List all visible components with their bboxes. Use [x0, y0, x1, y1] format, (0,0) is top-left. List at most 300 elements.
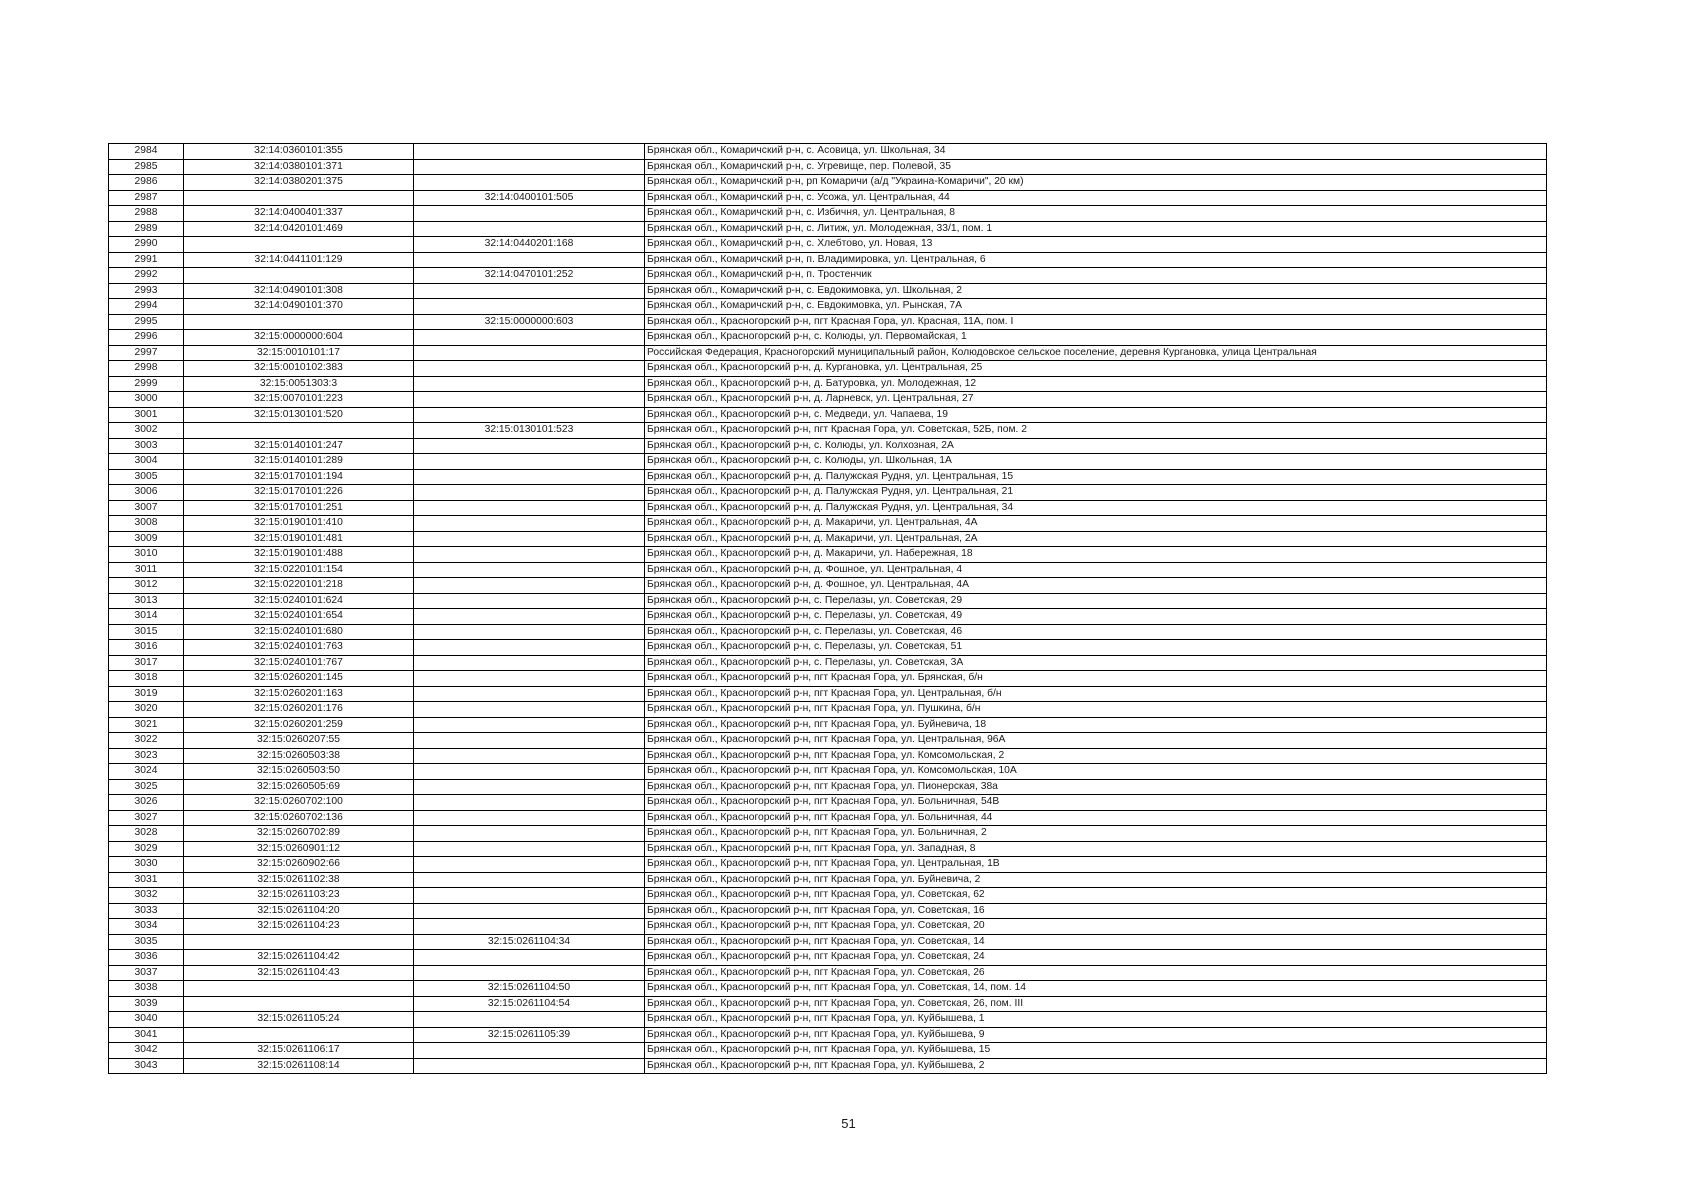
row-number-cell: 2989	[109, 221, 184, 237]
address-cell: Брянская обл., Комаричский р-н, рп Комаричи (а/д "Украина-Комаричи", 20 км)	[645, 175, 1547, 191]
cadastral-number-cell: 32:15:0260201:176	[184, 702, 414, 718]
table-row	[109, 702, 1547, 718]
cadastral-number-cell: 32:15:0260902:66	[184, 857, 414, 873]
address-cell: Брянская обл., Красногорский р-н, пгт Красная Гора, ул. Больничная, 54В	[645, 795, 1547, 811]
cadastral-number-cell	[184, 237, 414, 253]
row-number-cell: 3010	[109, 547, 184, 563]
address-cell: Брянская обл., Красногорский р-н, пгт Красная Гора, ул. Куйбышева, 15	[645, 1043, 1547, 1059]
cadastral-number-cell: 32:14:0490101:308	[184, 283, 414, 299]
cadastral-number-cell: 32:15:0240101:624	[184, 593, 414, 609]
cadastral-number-cell: 32:15:0261105:24	[184, 1012, 414, 1028]
cadastral-number-alt-cell	[414, 950, 645, 966]
cadastral-number-cell: 32:15:0140101:247	[184, 438, 414, 454]
table-row	[109, 547, 1547, 563]
table-body	[109, 144, 1547, 1074]
table-row	[109, 531, 1547, 547]
cadastral-number-alt-cell	[414, 531, 645, 547]
cadastral-number-alt-cell: 32:15:0261104:50	[414, 981, 645, 997]
cadastral-number-cell: 32:15:0261104:42	[184, 950, 414, 966]
table-row	[109, 237, 1547, 253]
row-number-cell: 3022	[109, 733, 184, 749]
cadastral-number-alt-cell	[414, 175, 645, 191]
address-cell: Брянская обл., Красногорский р-н, д. Фошное, ул. Центральная, 4А	[645, 578, 1547, 594]
address-cell: Брянская обл., Красногорский р-н, пгт Красная Гора, ул. Советская, 16	[645, 903, 1547, 919]
address-cell: Брянская обл., Красногорский р-н, пгт Красная Гора, ул. Буйневича, 18	[645, 717, 1547, 733]
table-row	[109, 717, 1547, 733]
row-number-cell: 2996	[109, 330, 184, 346]
cadastral-number-cell: 32:15:0261104:43	[184, 965, 414, 981]
address-cell: Брянская обл., Красногорский р-н, пгт Красная Гора, ул. Комсомольская, 10А	[645, 764, 1547, 780]
cadastral-number-alt-cell	[414, 624, 645, 640]
cadastral-number-cell: 32:15:0190101:410	[184, 516, 414, 532]
cadastral-number-alt-cell	[414, 1058, 645, 1074]
table-row	[109, 981, 1547, 997]
table-row	[109, 469, 1547, 485]
table-row	[109, 686, 1547, 702]
cadastral-number-alt-cell	[414, 516, 645, 532]
row-number-cell: 3000	[109, 392, 184, 408]
cadastral-number-alt-cell	[414, 655, 645, 671]
cadastral-number-alt-cell	[414, 345, 645, 361]
cadastral-number-cell: 32:14:0380201:375	[184, 175, 414, 191]
cadastral-number-alt-cell	[414, 733, 645, 749]
row-number-cell: 2995	[109, 314, 184, 330]
cadastral-number-alt-cell	[414, 221, 645, 237]
row-number-cell: 2988	[109, 206, 184, 222]
address-cell: Брянская обл., Красногорский р-н, пгт Красная Гора, ул. Центральная, б/н	[645, 686, 1547, 702]
cadastral-number-cell	[184, 190, 414, 206]
cadastral-number-cell: 32:15:0220101:154	[184, 562, 414, 578]
cadastral-number-cell	[184, 981, 414, 997]
address-cell: Российская Федерация, Красногорский муниципальный район, Колюдовское сельское поселение, деревня Кургановка, улица Центральная	[645, 345, 1547, 361]
cadastral-number-cell: 32:15:0260702:136	[184, 810, 414, 826]
table-row	[109, 268, 1547, 284]
cadastral-number-cell: 32:15:0260201:163	[184, 686, 414, 702]
table-row	[109, 485, 1547, 501]
cadastral-number-cell: 32:15:0240101:680	[184, 624, 414, 640]
table-row	[109, 934, 1547, 950]
address-cell: Брянская обл., Красногорский р-н, пгт Красная Гора, ул. Центральная, 1В	[645, 857, 1547, 873]
row-number-cell: 3012	[109, 578, 184, 594]
cadastral-number-cell: 32:15:0190101:481	[184, 531, 414, 547]
address-cell: Брянская обл., Красногорский р-н, д. Фошное, ул. Центральная, 4	[645, 562, 1547, 578]
table-row	[109, 671, 1547, 687]
row-number-cell: 2994	[109, 299, 184, 315]
address-cell: Брянская обл., Красногорский р-н, д. Палужская Рудня, ул. Центральная, 21	[645, 485, 1547, 501]
table-row	[109, 872, 1547, 888]
cadastral-number-alt-cell: 32:15:0261104:54	[414, 996, 645, 1012]
row-number-cell: 3018	[109, 671, 184, 687]
cadastral-number-cell	[184, 314, 414, 330]
table-row	[109, 314, 1547, 330]
row-number-cell: 3003	[109, 438, 184, 454]
cadastral-number-cell: 32:14:0490101:370	[184, 299, 414, 315]
address-cell: Брянская обл., Красногорский р-н, с. Медведи, ул. Чапаева, 19	[645, 407, 1547, 423]
cadastral-number-alt-cell	[414, 965, 645, 981]
cadastral-number-cell: 32:15:0240101:654	[184, 609, 414, 625]
address-cell: Брянская обл., Красногорский р-н, д. Палужская Рудня, ул. Центральная, 34	[645, 500, 1547, 516]
row-number-cell: 3028	[109, 826, 184, 842]
row-number-cell: 3019	[109, 686, 184, 702]
cadastral-number-alt-cell	[414, 376, 645, 392]
cadastral-number-cell: 32:15:0170101:194	[184, 469, 414, 485]
row-number-cell: 3032	[109, 888, 184, 904]
row-number-cell: 3009	[109, 531, 184, 547]
row-number-cell: 3002	[109, 423, 184, 439]
row-number-cell: 3014	[109, 609, 184, 625]
table-row	[109, 206, 1547, 222]
cadastral-number-cell: 32:15:0260503:50	[184, 764, 414, 780]
row-number-cell: 3030	[109, 857, 184, 873]
cadastral-number-alt-cell	[414, 485, 645, 501]
address-cell: Брянская обл., Красногорский р-н, д. Макаричи, ул. Центральная, 4А	[645, 516, 1547, 532]
cadastral-number-alt-cell	[414, 252, 645, 268]
row-number-cell: 3007	[109, 500, 184, 516]
row-number-cell: 3017	[109, 655, 184, 671]
row-number-cell: 3043	[109, 1058, 184, 1074]
cadastral-number-alt-cell	[414, 779, 645, 795]
cadastral-number-alt-cell	[414, 562, 645, 578]
address-cell: Брянская обл., Красногорский р-н, пгт Красная Гора, ул. Советская, 24	[645, 950, 1547, 966]
address-cell: Брянская обл., Комаричский р-н, с. Евдокимовка, ул. Школьная, 2	[645, 283, 1547, 299]
address-cell: Брянская обл., Красногорский р-н, пгт Красная Гора, ул. Куйбышева, 1	[645, 1012, 1547, 1028]
cadastral-number-alt-cell: 32:15:0261104:34	[414, 934, 645, 950]
address-cell: Брянская обл., Красногорский р-н, пгт Красная Гора, ул. Буйневича, 2	[645, 872, 1547, 888]
cadastral-number-cell: 32:15:0010102:383	[184, 361, 414, 377]
address-cell: Брянская обл., Комаричский р-н, с. Угревище, пер. Полевой, 35	[645, 159, 1547, 175]
row-number-cell: 2998	[109, 361, 184, 377]
cadastral-number-cell: 32:15:0000000:604	[184, 330, 414, 346]
cadastral-number-alt-cell	[414, 407, 645, 423]
cadastral-number-cell: 32:15:0170101:251	[184, 500, 414, 516]
cadastral-number-cell: 32:14:0380101:371	[184, 159, 414, 175]
table-row	[109, 655, 1547, 671]
address-cell: Брянская обл., Красногорский р-н, д. Палужская Рудня, ул. Центральная, 15	[645, 469, 1547, 485]
address-cell: Брянская обл., Красногорский р-н, пгт Красная Гора, ул. Комсомольская, 2	[645, 748, 1547, 764]
table-row	[109, 221, 1547, 237]
address-cell: Брянская обл., Красногорский р-н, с. Перелазы, ул. Советская, 29	[645, 593, 1547, 609]
cadastral-number-cell: 32:15:0260702:89	[184, 826, 414, 842]
table-row	[109, 779, 1547, 795]
cadastral-number-alt-cell	[414, 872, 645, 888]
address-cell: Брянская обл., Комаричский р-н, с. Усожа, ул. Центральная, 44	[645, 190, 1547, 206]
table-row	[109, 810, 1547, 826]
address-cell: Брянская обл., Красногорский р-н, пгт Красная Гора, ул. Западная, 8	[645, 841, 1547, 857]
cadastral-number-alt-cell	[414, 609, 645, 625]
row-number-cell: 2985	[109, 159, 184, 175]
cadastral-number-alt-cell	[414, 361, 645, 377]
row-number-cell: 2997	[109, 345, 184, 361]
address-cell: Брянская обл., Красногорский р-н, с. Колюды, ул. Школьная, 1А	[645, 454, 1547, 470]
address-cell: Брянская обл., Красногорский р-н, пгт Красная Гора, ул. Центральная, 96А	[645, 733, 1547, 749]
cadastral-number-alt-cell	[414, 826, 645, 842]
cadastral-number-cell: 32:15:0260503:38	[184, 748, 414, 764]
table-row	[109, 748, 1547, 764]
cadastral-number-cell: 32:15:0261104:20	[184, 903, 414, 919]
cadastral-number-cell: 32:15:0261106:17	[184, 1043, 414, 1059]
cadastral-number-cell: 32:15:0260702:100	[184, 795, 414, 811]
row-number-cell: 3027	[109, 810, 184, 826]
cadastral-number-cell: 32:14:0420101:469	[184, 221, 414, 237]
cadastral-number-cell	[184, 1027, 414, 1043]
address-cell: Брянская обл., Красногорский р-н, пгт Красная Гора, ул. Советская, 52Б, пом. 2	[645, 423, 1547, 439]
table-row	[109, 423, 1547, 439]
address-cell: Брянская обл., Комаричский р-н, с. Хлебтово, ул. Новая, 13	[645, 237, 1547, 253]
cadastral-number-cell	[184, 996, 414, 1012]
table-row	[109, 361, 1547, 377]
row-number-cell: 3042	[109, 1043, 184, 1059]
row-number-cell: 3025	[109, 779, 184, 795]
cadastral-number-cell: 32:15:0261104:23	[184, 919, 414, 935]
cadastral-number-cell: 32:15:0260201:259	[184, 717, 414, 733]
table-row	[109, 593, 1547, 609]
table-row	[109, 175, 1547, 191]
cadastral-number-alt-cell	[414, 686, 645, 702]
row-number-cell: 3034	[109, 919, 184, 935]
row-number-cell: 3031	[109, 872, 184, 888]
row-number-cell: 3016	[109, 640, 184, 656]
table-row	[109, 345, 1547, 361]
cadastral-number-alt-cell	[414, 903, 645, 919]
table-row	[109, 516, 1547, 532]
cadastral-number-cell: 32:15:0190101:488	[184, 547, 414, 563]
cadastral-number-alt-cell	[414, 717, 645, 733]
cadastral-number-cell: 32:15:0220101:218	[184, 578, 414, 594]
address-cell: Брянская обл., Красногорский р-н, д. Макаричи, ул. Центральная, 2А	[645, 531, 1547, 547]
address-cell: Брянская обл., Комаричский р-н, с. Евдокимовка, ул. Рынская, 7А	[645, 299, 1547, 315]
address-cell: Брянская обл., Красногорский р-н, пгт Красная Гора, ул. Советская, 14, пом. 14	[645, 981, 1547, 997]
row-number-cell: 2987	[109, 190, 184, 206]
cadastral-number-alt-cell	[414, 1012, 645, 1028]
page-number: 51	[841, 1116, 856, 1131]
table-row	[109, 1058, 1547, 1074]
row-number-cell: 3040	[109, 1012, 184, 1028]
cadastral-number-cell: 32:15:0260201:145	[184, 671, 414, 687]
cadastral-number-alt-cell	[414, 578, 645, 594]
address-cell: Брянская обл., Комаричский р-н, с. Литиж, ул. Молодежная, 33/1, пом. 1	[645, 221, 1547, 237]
cadastral-number-cell: 32:15:0260207:55	[184, 733, 414, 749]
cadastral-number-cell: 32:15:0010101:17	[184, 345, 414, 361]
cadastral-number-alt-cell	[414, 438, 645, 454]
row-number-cell: 3024	[109, 764, 184, 780]
cadastral-number-alt-cell	[414, 764, 645, 780]
cadastral-number-alt-cell: 32:14:0400101:505	[414, 190, 645, 206]
address-cell: Брянская обл., Красногорский р-н, пгт Красная Гора, ул. Пионерская, 38а	[645, 779, 1547, 795]
table-row	[109, 1012, 1547, 1028]
cadastral-number-alt-cell	[414, 671, 645, 687]
address-cell: Брянская обл., Комаричский р-н, п. Тростенчик	[645, 268, 1547, 284]
cadastral-number-cell: 32:14:0441101:129	[184, 252, 414, 268]
address-cell: Брянская обл., Комаричский р-н, с. Асовица, ул. Школьная, 34	[645, 144, 1547, 160]
address-cell: Брянская обл., Красногорский р-н, пгт Красная Гора, ул. Советская, 14	[645, 934, 1547, 950]
address-cell: Брянская обл., Красногорский р-н, пгт Красная Гора, ул. Советская, 20	[645, 919, 1547, 935]
address-cell: Брянская обл., Красногорский р-н, пгт Красная Гора, ул. Советская, 26, пом. III	[645, 996, 1547, 1012]
cadastral-number-alt-cell	[414, 888, 645, 904]
address-cell: Брянская обл., Красногорский р-н, с. Колюды, ул. Первомайская, 1	[645, 330, 1547, 346]
cadastral-number-alt-cell	[414, 640, 645, 656]
table-row	[109, 919, 1547, 935]
row-number-cell: 3011	[109, 562, 184, 578]
row-number-cell: 3041	[109, 1027, 184, 1043]
row-number-cell: 2990	[109, 237, 184, 253]
table-row	[109, 841, 1547, 857]
cadastral-number-alt-cell	[414, 919, 645, 935]
table-row	[109, 407, 1547, 423]
address-cell: Брянская обл., Красногорский р-н, пгт Красная Гора, ул. Брянская, б/н	[645, 671, 1547, 687]
cadastral-number-alt-cell	[414, 283, 645, 299]
cadastral-number-alt-cell: 32:15:0261105:39	[414, 1027, 645, 1043]
cadastral-number-cell: 32:15:0261108:14	[184, 1058, 414, 1074]
cadastral-number-cell	[184, 268, 414, 284]
table-row	[109, 299, 1547, 315]
property-table	[108, 143, 1547, 1074]
cadastral-number-alt-cell	[414, 593, 645, 609]
cadastral-number-cell	[184, 934, 414, 950]
table-row	[109, 1027, 1547, 1043]
cadastral-number-alt-cell	[414, 500, 645, 516]
cadastral-number-cell: 32:15:0261103:23	[184, 888, 414, 904]
address-cell: Брянская обл., Комаричский р-н, с. Избичня, ул. Центральная, 8	[645, 206, 1547, 222]
table-row	[109, 159, 1547, 175]
table-row	[109, 826, 1547, 842]
table-row	[109, 1043, 1547, 1059]
row-number-cell: 3004	[109, 454, 184, 470]
row-number-cell: 3038	[109, 981, 184, 997]
address-cell: Брянская обл., Красногорский р-н, д. Батуровка, ул. Молодежная, 12	[645, 376, 1547, 392]
cadastral-number-alt-cell	[414, 841, 645, 857]
table-row	[109, 283, 1547, 299]
cadastral-number-alt-cell	[414, 159, 645, 175]
row-number-cell: 3008	[109, 516, 184, 532]
cadastral-number-cell	[184, 423, 414, 439]
row-number-cell: 3037	[109, 965, 184, 981]
table-row	[109, 376, 1547, 392]
row-number-cell: 2999	[109, 376, 184, 392]
cadastral-number-alt-cell	[414, 857, 645, 873]
cadastral-number-alt-cell: 32:14:0470101:252	[414, 268, 645, 284]
table-row	[109, 795, 1547, 811]
cadastral-number-cell: 32:14:0360101:355	[184, 144, 414, 160]
cadastral-number-alt-cell	[414, 810, 645, 826]
cadastral-number-alt-cell	[414, 330, 645, 346]
cadastral-number-cell: 32:15:0140101:289	[184, 454, 414, 470]
row-number-cell: 3005	[109, 469, 184, 485]
cadastral-number-alt-cell	[414, 469, 645, 485]
cadastral-number-alt-cell: 32:15:0130101:523	[414, 423, 645, 439]
row-number-cell: 2986	[109, 175, 184, 191]
address-cell: Брянская обл., Красногорский р-н, с. Перелазы, ул. Советская, 46	[645, 624, 1547, 640]
table-row	[109, 330, 1547, 346]
row-number-cell: 3036	[109, 950, 184, 966]
table-row	[109, 764, 1547, 780]
cadastral-number-cell: 32:15:0130101:520	[184, 407, 414, 423]
row-number-cell: 3001	[109, 407, 184, 423]
address-cell: Брянская обл., Красногорский р-н, пгт Красная Гора, ул. Куйбышева, 2	[645, 1058, 1547, 1074]
address-cell: Брянская обл., Красногорский р-н, д. Кургановка, ул. Центральная, 25	[645, 361, 1547, 377]
row-number-cell: 2993	[109, 283, 184, 299]
cadastral-number-cell: 32:15:0240101:763	[184, 640, 414, 656]
cadastral-number-alt-cell: 32:14:0440201:168	[414, 237, 645, 253]
table-row	[109, 454, 1547, 470]
row-number-cell: 3015	[109, 624, 184, 640]
table-row	[109, 965, 1547, 981]
address-cell: Брянская обл., Красногорский р-н, пгт Красная Гора, ул. Больничная, 44	[645, 810, 1547, 826]
row-number-cell: 3021	[109, 717, 184, 733]
table-row	[109, 562, 1547, 578]
address-cell: Брянская обл., Красногорский р-н, пгт Красная Гора, ул. Больничная, 2	[645, 826, 1547, 842]
cadastral-number-alt-cell	[414, 392, 645, 408]
cadastral-number-alt-cell	[414, 1043, 645, 1059]
row-number-cell: 3033	[109, 903, 184, 919]
address-cell: Брянская обл., Комаричский р-н, п. Владимировка, ул. Центральная, 6	[645, 252, 1547, 268]
table-row	[109, 640, 1547, 656]
row-number-cell: 2991	[109, 252, 184, 268]
cadastral-number-cell: 32:15:0260901:12	[184, 841, 414, 857]
row-number-cell: 3020	[109, 702, 184, 718]
cadastral-number-alt-cell	[414, 206, 645, 222]
cadastral-number-cell: 32:15:0261102:38	[184, 872, 414, 888]
table-row	[109, 392, 1547, 408]
address-cell: Брянская обл., Красногорский р-н, с. Перелазы, ул. Советская, 3А	[645, 655, 1547, 671]
cadastral-number-cell: 32:15:0260505:69	[184, 779, 414, 795]
address-cell: Брянская обл., Красногорский р-н, д. Макаричи, ул. Набережная, 18	[645, 547, 1547, 563]
row-number-cell: 3029	[109, 841, 184, 857]
row-number-cell: 3023	[109, 748, 184, 764]
row-number-cell: 3026	[109, 795, 184, 811]
table-row	[109, 438, 1547, 454]
table-row	[109, 252, 1547, 268]
cadastral-number-cell: 32:15:0051303:3	[184, 376, 414, 392]
row-number-cell: 3039	[109, 996, 184, 1012]
row-number-cell: 3035	[109, 934, 184, 950]
address-cell: Брянская обл., Красногорский р-н, пгт Красная Гора, ул. Советская, 26	[645, 965, 1547, 981]
cadastral-number-alt-cell	[414, 795, 645, 811]
table-row	[109, 857, 1547, 873]
address-cell: Брянская обл., Красногорский р-н, пгт Красная Гора, ул. Советская, 62	[645, 888, 1547, 904]
address-cell: Брянская обл., Красногорский р-н, с. Перелазы, ул. Советская, 49	[645, 609, 1547, 625]
table-row	[109, 888, 1547, 904]
table-row	[109, 996, 1547, 1012]
row-number-cell: 3006	[109, 485, 184, 501]
cadastral-number-cell: 32:15:0240101:767	[184, 655, 414, 671]
cadastral-number-alt-cell	[414, 748, 645, 764]
table-row	[109, 624, 1547, 640]
address-cell: Брянская обл., Красногорский р-н, д. Ларневск, ул. Центральная, 27	[645, 392, 1547, 408]
cadastral-number-alt-cell: 32:15:0000000:603	[414, 314, 645, 330]
table-row	[109, 578, 1547, 594]
row-number-cell: 2984	[109, 144, 184, 160]
cadastral-number-alt-cell	[414, 454, 645, 470]
cadastral-number-cell: 32:15:0170101:226	[184, 485, 414, 501]
cadastral-number-cell: 32:15:0070101:223	[184, 392, 414, 408]
table-row	[109, 190, 1547, 206]
table-row	[109, 733, 1547, 749]
table-row	[109, 609, 1547, 625]
cadastral-number-alt-cell	[414, 299, 645, 315]
cadastral-number-alt-cell	[414, 547, 645, 563]
address-cell: Брянская обл., Красногорский р-н, пгт Красная Гора, ул. Красная, 11А, пом. I	[645, 314, 1547, 330]
table-row	[109, 950, 1547, 966]
cadastral-number-cell: 32:14:0400401:337	[184, 206, 414, 222]
address-cell: Брянская обл., Красногорский р-н, с. Колюды, ул. Колхозная, 2А	[645, 438, 1547, 454]
address-cell: Брянская обл., Красногорский р-н, пгт Красная Гора, ул. Куйбышева, 9	[645, 1027, 1547, 1043]
address-cell: Брянская обл., Красногорский р-н, пгт Красная Гора, ул. Пушкина, б/н	[645, 702, 1547, 718]
table-row	[109, 144, 1547, 160]
cadastral-number-alt-cell	[414, 702, 645, 718]
table-row	[109, 903, 1547, 919]
address-cell: Брянская обл., Красногорский р-н, с. Перелазы, ул. Советская, 51	[645, 640, 1547, 656]
row-number-cell: 3013	[109, 593, 184, 609]
